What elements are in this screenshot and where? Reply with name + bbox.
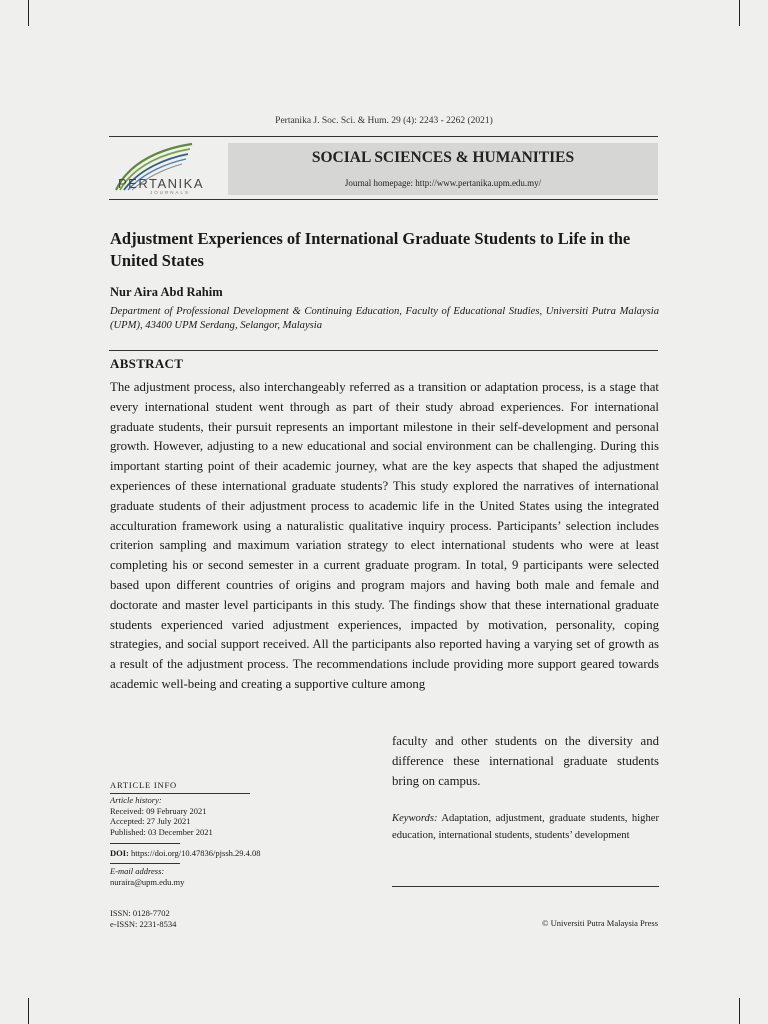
crop-mark [28,998,29,1024]
abstract-rule [109,350,658,351]
issn: ISSN: 0128-7702 [110,908,170,918]
author-name: Nur Aira Abd Rahim [110,285,223,299]
email-rule [110,863,180,864]
article-info-rule [110,793,250,794]
email-block [110,866,184,887]
journal-citation: Pertanika J. Soc. Sci. & Hum. 29 (4): 2243 - 2262 (2021) [275,116,493,126]
issn-block [110,908,176,929]
article-title: Adjustment Experiences of International Graduate Students to Life in the United States [110,229,631,270]
abstract-continuation: faculty and other students on the diversity and difference these international graduate students bring on campus. [392,734,659,788]
doi-rule [110,843,180,844]
header-bottom-rule [109,199,658,200]
logo-wordmark: PERTANIKA [118,176,204,191]
journal-header-box [228,143,658,195]
abstract-heading: ABSTRACT [110,356,184,371]
eissn: e-ISSN: 2231-8534 [110,918,177,929]
article-info-heading: ARTICLE INFO [110,780,177,790]
received-date: Received: 09 February 2021 [110,805,207,816]
doi-link[interactable]: https://doi.org/10.47836/pjssh.29.4.08 [131,848,261,858]
email-label: E-mail address: [110,866,165,876]
logo-subtext: JOURNALS [150,190,191,195]
crop-mark [739,0,740,26]
published-date: Published: 03 December 2021 [110,826,213,837]
article-history [110,795,213,837]
abstract-body: The adjustment process, also interchangeably referred as a transition or adaptation process, is a stage that every international student went through as part of their study abroad experiences. For international graduate students, their pursuit represents an important milestone in their self-development and personal growth. However, adjusting to a new educational and social environment can be challenging. During this important starting point of their academic journey, what are the key aspects that shaped the adjustment experiences of these international graduate students? This study explored the narratives of international graduate students of their adjustment process to academic life in the United States using the integrated acculturation framework using a naturalistic qualitative inquiry process. Participants’ selection includes criterion sampling and maximum variation strategy to elect international students who were at least completing his or second semester in a current graduate program. In total, 9 participants were selected based upon different countries of origins and program majors and having both male and female and doctorate and master level participants in this study. The findings show that these international graduate students experienced varied adjustment experiences, impacted by motivation, personality, coping strategies, and social support received. All the participants also reported having a varying set of growth as a result of the adjustment process. The recommendations include providing more support geared towards academic well-being and creating a supportive culture among [110,380,659,691]
publisher-copyright: © Universiti Putra Malaysia Press [542,918,658,928]
doi-label: DOI: [110,848,129,858]
journal-title: SOCIAL SCIENCES & HUMANITIES [311,149,575,166]
author-affiliation: Department of Professional Development & Continuing Education, Faculty of Educational Studies, Universiti Putra Malaysia (UPM), 43400 UPM Serdang, Selangor, Malaysia [110,306,659,331]
keywords-text: Adaptation, adjustment, graduate students, higher education, international students, students’ development [392,813,659,841]
keywords [392,810,659,844]
crop-mark [28,0,29,26]
keywords-label: Keywords: [392,813,438,824]
header-top-rule [109,136,658,137]
journal-homepage[interactable]: Journal homepage: http://www.pertanika.upm.edu.my/ [344,178,542,188]
accepted-date: Accepted: 27 July 2021 [110,816,191,826]
doi-line [110,848,261,859]
email-address[interactable]: nuraira@upm.edu.my [110,876,185,887]
article-history-label: Article history: [110,795,162,805]
keywords-rule [392,886,659,887]
crop-mark [739,998,740,1024]
